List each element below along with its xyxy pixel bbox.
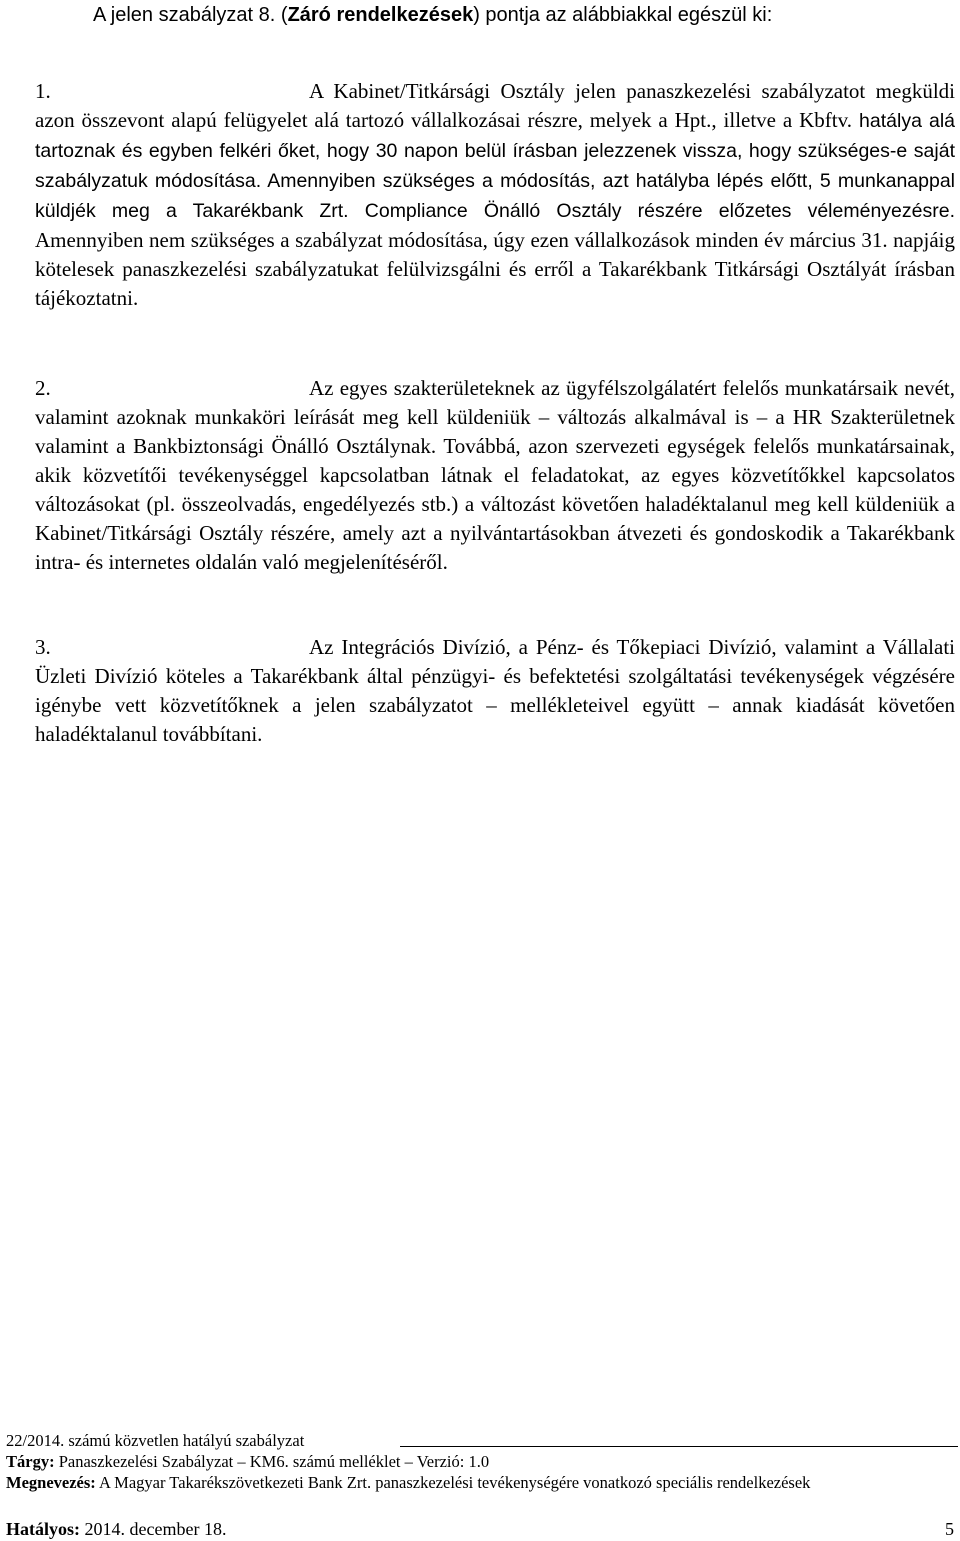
item-text-serif-continued: Amennyiben nem szükséges a szabályzat módosítása, úgy ezen vállalkozások minden év március 31. napjáig kötelesek panaszkezelési szabályzatukat felülvizsgálni és erről a Takarékbank Titkársági Osztályát írásban tájékoztatni.	[35, 228, 955, 310]
footer-effective-value: 2014. december 18.	[80, 1519, 227, 1539]
item-text: Az Integrációs Divízió, a Pénz- és Tőkepiaci Divízió, valamint a Vállalati Üzleti Divízió köteles a Takarékbank által pénzügyi- és befektetési szolgáltatási tevékenységek végzésére igénybe vett közvetítőknek a jelen szabályzatot – mellékleteivel együtt – annak kiadását követően haladéktalanul továbbítani.	[35, 635, 955, 746]
item-number: 2.	[35, 376, 51, 400]
footer-title	[6, 1472, 958, 1493]
intro-bold-section-title: Záró rendelkezések	[287, 4, 474, 26]
intro-line	[93, 0, 772, 30]
footer-subject-label: Tárgy:	[6, 1452, 55, 1471]
list-item-1	[35, 77, 955, 313]
footer-regulation-number	[6, 1430, 958, 1451]
item-text-serif: A Kabinet/Titkársági Osztály jelen panaszkezelési szabályzatot megküldi azon összevont alapú felügyelet alá tartozó vállalkozásai részre, melyek a Hpt., illetve a Kbftv.	[35, 79, 955, 132]
footer-title-value: A Magyar Takarékszövetkezeti Bank Zrt. panaszkezelési tevékenységére vonatkozó speciális rendelkezések	[95, 1473, 811, 1492]
intro-text-before: A jelen szabályzat 8. (	[93, 4, 288, 26]
footer-subject	[6, 1451, 958, 1472]
list-item-2	[35, 374, 955, 577]
footer-line-1: 22/2014. számú közvetlen hatályú szabályzat	[6, 1431, 305, 1450]
footer-subject-value: Panaszkezelési Szabályzat – KM6. számú melléklet – Verzió: 1.0	[54, 1452, 490, 1471]
list-item-3	[35, 633, 955, 749]
page-number: 5	[945, 1519, 954, 1539]
item-number: 1.	[35, 79, 51, 103]
intro-text-after: ) pontja az alábbiakkal egészül ki:	[473, 4, 773, 26]
item-number: 3.	[35, 635, 51, 659]
item-text: Az egyes szakterületeknek az ügyfélszolgálatért felelős munkatársaik nevét, valamint azoknak munkaköri leírását meg kell küldeniük – változás alkalmával is – a HR Szakterületnek valamint a Bankbiztonsági Önálló Osztálynak. Továbbá, azon szervezeti egységek felelős munkatársainak, akik közvetítői tevékenységgel kapcsolatban látnak el feladatokat, az egyes közvetítőkkel kapcsolatos változásokat (pl. összeolvadás, engedélyezés stb.) a változást követően haladéktalanul meg kell küldeniük a Kabinet/Titkársági Osztály részére, amely azt a nyilvántartásokban átvezeti és gondoskodik a Takarékbank intra- és internetes oldalán való megjelenítéséről.	[35, 376, 955, 574]
item-text-sans: hatálya alá tartoznak és egyben felkéri őket, hogy 30 napon belül írásban jelezzenek vissza, hogy szükséges-e saját szabályzatuk módosítása. Amennyiben szükséges a módosítás, azt hatályba lépés előtt, 5 munkanappal küldjék meg a Takarékbank Zrt. Compliance Önálló Osztály részére előzetes véleményezésre.	[35, 110, 955, 222]
footer-effective-label: Hatályos:	[6, 1519, 80, 1539]
footer-title-label: Megnevezés:	[6, 1473, 96, 1492]
footer-effective-date	[6, 1519, 958, 1540]
